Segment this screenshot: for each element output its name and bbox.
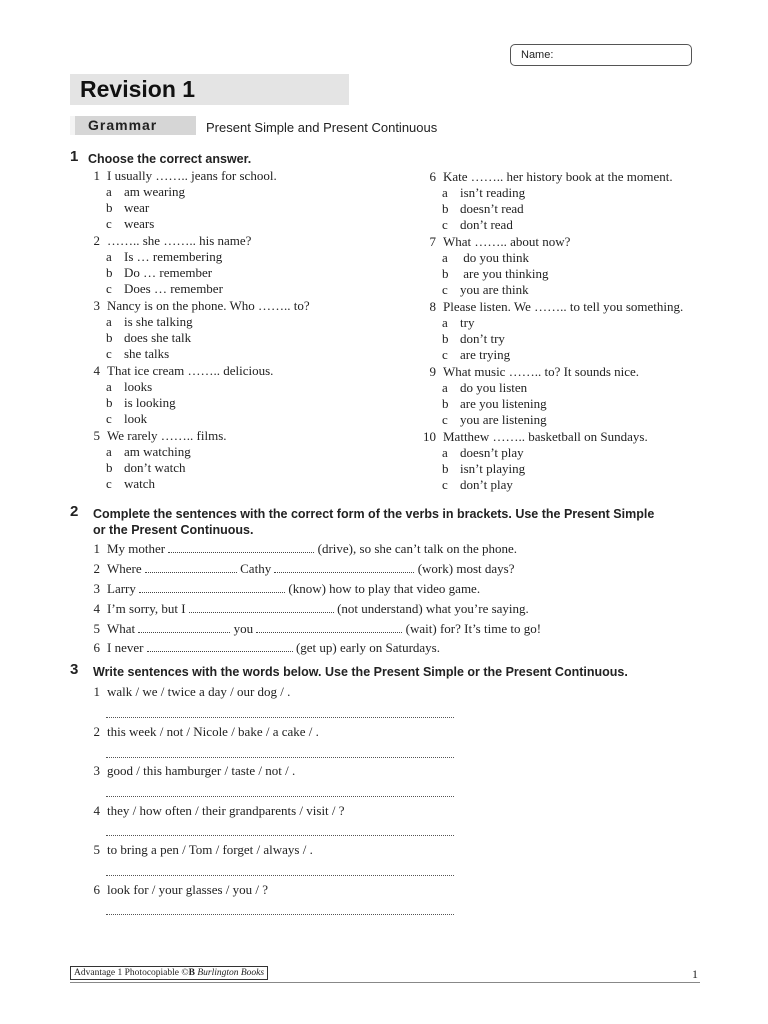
item-text: What (107, 621, 136, 636)
answer-option[interactable] (84, 476, 310, 492)
question (84, 298, 310, 314)
question (420, 299, 683, 315)
blank[interactable] (168, 542, 314, 553)
question-text: …….. she …….. his name? (107, 233, 252, 248)
answer-option[interactable] (420, 461, 683, 477)
question-number: 1 (93, 168, 100, 183)
answer-option[interactable] (84, 460, 310, 476)
ex2-item (84, 581, 480, 597)
item-text: this week / not / Nicole / bake / a cake / . (107, 724, 319, 739)
item-text: walk / we / twice a day / our dog / . (107, 684, 291, 699)
question-number: 9 (429, 364, 436, 379)
option-letter: a (442, 380, 448, 395)
question-text: What …….. about now? (443, 234, 571, 249)
item-text: (not understand) what you’re saying. (337, 601, 529, 616)
exercise-1-right-column (420, 169, 683, 494)
question-number: 10 (423, 429, 436, 444)
answer-option[interactable] (420, 217, 683, 233)
ex3-item (84, 803, 345, 819)
item-number: 6 (93, 640, 100, 655)
option-text: isn’t playing (460, 461, 526, 476)
option-letter: b (442, 461, 449, 476)
ex3-item (84, 842, 313, 858)
question-text: That ice cream …….. delicious. (107, 363, 274, 378)
blank[interactable] (256, 622, 402, 633)
item-text: you (233, 621, 254, 636)
option-letter: c (442, 477, 448, 492)
question (84, 363, 310, 379)
ex2-item (84, 621, 541, 637)
exercise-1-number: 1 (70, 148, 79, 165)
option-letter: b (442, 331, 449, 346)
item-text: to bring a pen / Tom / forget / always / . (107, 842, 313, 857)
exercise-2-instruction-line-2: or the Present Continuous. (93, 523, 254, 537)
option-text: does she talk (124, 330, 192, 345)
option-letter: a (106, 379, 112, 394)
question-text: We rarely …….. films. (107, 428, 227, 443)
option-text: wears (124, 216, 155, 231)
answer-option[interactable] (84, 379, 310, 395)
item-number: 2 (93, 561, 100, 576)
answer-line[interactable] (106, 717, 454, 718)
answer-option[interactable] (84, 346, 310, 362)
option-text: are you listening (460, 396, 547, 411)
option-text: watch (124, 476, 156, 491)
ex2-item (84, 561, 514, 577)
page-number: 1 (692, 967, 698, 981)
option-text: Do … remember (124, 265, 213, 280)
blank[interactable] (274, 562, 414, 573)
option-text: am wearing (124, 184, 186, 199)
answer-option[interactable] (84, 444, 310, 460)
option-letter: a (442, 315, 448, 330)
item-number: 2 (93, 724, 100, 739)
option-letter: a (106, 249, 112, 264)
name-label: Name: (521, 49, 554, 61)
question (420, 169, 683, 185)
exercise-3-number: 3 (70, 661, 79, 678)
option-text: do you think (460, 250, 529, 265)
item-number: 4 (93, 803, 100, 818)
answer-option[interactable] (84, 330, 310, 346)
answer-option[interactable] (420, 331, 683, 347)
option-text: you are think (460, 282, 529, 297)
answer-option[interactable] (84, 184, 310, 200)
question (420, 234, 683, 250)
option-text: don’t play (460, 477, 513, 492)
page-title: Revision 1 (80, 76, 196, 102)
item-text: they / how often / their grandparents / visit / ? (107, 803, 345, 818)
option-text: are trying (460, 347, 511, 362)
option-text: is looking (124, 395, 176, 410)
option-text: doesn’t play (460, 445, 524, 460)
option-letter: c (442, 347, 448, 362)
answer-option[interactable] (84, 395, 310, 411)
answer-option[interactable] (420, 445, 683, 461)
option-text: don’t try (460, 331, 505, 346)
option-text: wear (124, 200, 150, 215)
item-number: 4 (93, 601, 100, 616)
question-number: 5 (93, 428, 100, 443)
question-number: 6 (429, 169, 436, 184)
question-text: Matthew …….. basketball on Sundays. (443, 429, 648, 444)
option-text: don’t watch (124, 460, 186, 475)
answer-line[interactable] (106, 757, 454, 758)
option-letter: b (106, 200, 113, 215)
item-number: 6 (93, 882, 100, 897)
question-text: I usually …….. jeans for school. (107, 168, 277, 183)
question-text: Kate …….. her history book at the moment. (443, 169, 673, 184)
exercise-1-instruction: Choose the correct answer. (88, 152, 252, 166)
item-text: (know) how to play that video game. (288, 581, 481, 596)
option-text: look (124, 411, 148, 426)
answer-option[interactable] (420, 347, 683, 363)
question-number: 3 (93, 298, 100, 313)
question-text: Please listen. We …….. to tell you something. (443, 299, 684, 314)
section-label: Grammar (88, 117, 158, 133)
question-number: 2 (93, 233, 100, 248)
publisher-logo: B (188, 968, 195, 978)
option-letter: c (442, 412, 448, 427)
option-letter: a (442, 445, 448, 460)
option-letter: c (106, 216, 112, 231)
blank[interactable] (139, 582, 285, 593)
option-letter: b (442, 266, 449, 281)
answer-option[interactable] (420, 315, 683, 331)
answer-option[interactable] (84, 216, 310, 232)
item-number: 5 (93, 842, 100, 857)
footer-text: Advantage 1 Photocopiable © (74, 968, 189, 978)
exercise-1-left-column (84, 168, 310, 493)
answer-line[interactable] (106, 914, 454, 915)
answer-option[interactable] (420, 477, 683, 493)
exercise-2-number: 2 (70, 503, 79, 520)
answer-option[interactable] (84, 314, 310, 330)
title-bar (70, 74, 349, 105)
item-number: 3 (93, 581, 100, 596)
option-letter: c (106, 346, 112, 361)
question (420, 364, 683, 380)
ex2-item (84, 640, 440, 656)
option-text: don’t read (460, 217, 513, 232)
option-letter: b (106, 330, 113, 345)
option-letter: c (106, 281, 112, 296)
answer-option[interactable] (420, 250, 683, 266)
item-text: I’m sorry, but I (107, 601, 186, 616)
ex3-item (84, 684, 290, 700)
option-text: she talks (124, 346, 170, 361)
option-text: is she talking (124, 314, 193, 329)
answer-option[interactable] (420, 185, 683, 201)
item-text: Cathy (240, 561, 272, 576)
option-letter: c (442, 217, 448, 232)
answer-option[interactable] (84, 200, 310, 216)
option-text: are you thinking (460, 266, 549, 281)
answer-option[interactable] (420, 266, 683, 282)
ex3-item (84, 724, 319, 740)
exercise-3-instruction: Write sentences with the words below. Use the Present Simple or the Present Continuous. (93, 665, 628, 679)
item-text: (work) most days? (417, 561, 515, 576)
ex2-item (84, 541, 517, 557)
option-letter: c (106, 476, 112, 491)
answer-option[interactable] (84, 249, 310, 265)
answer-option[interactable] (420, 412, 683, 428)
blank[interactable] (138, 622, 230, 633)
item-text: look for / your glasses / you / ? (107, 882, 269, 897)
item-text: (drive), so she can’t talk on the phone. (317, 541, 518, 556)
option-letter: c (106, 411, 112, 426)
item-number: 5 (93, 621, 100, 636)
question (420, 429, 683, 445)
blank[interactable] (147, 641, 293, 652)
section-subtitle: Present Simple and Present Continuous (206, 120, 438, 135)
option-text: you are listening (460, 412, 547, 427)
ex3-item (84, 882, 268, 898)
question (84, 233, 310, 249)
answer-option[interactable] (84, 411, 310, 427)
answer-option[interactable] (420, 282, 683, 298)
answer-option[interactable] (420, 396, 683, 412)
option-text: Is … remembering (124, 249, 223, 264)
item-text: (wait) for? It’s time to go! (405, 621, 542, 636)
blank[interactable] (145, 562, 237, 573)
option-text: Does … remember (124, 281, 223, 296)
question-text: Nancy is on the phone. Who …….. to? (107, 298, 310, 313)
option-text: looks (124, 379, 153, 394)
option-text: try (460, 315, 475, 330)
answer-option[interactable] (420, 380, 683, 396)
item-number: 1 (93, 541, 100, 556)
answer-option[interactable] (420, 201, 683, 217)
item-text: good / this hamburger / taste / not / . (107, 763, 296, 778)
option-letter: b (106, 265, 113, 280)
answer-line[interactable] (106, 835, 454, 836)
item-text: Where (107, 561, 142, 576)
option-letter: c (442, 282, 448, 297)
footer-rule (70, 982, 700, 983)
option-letter: b (442, 201, 449, 216)
blank[interactable] (189, 602, 334, 613)
answer-line[interactable] (106, 796, 454, 797)
question-number: 8 (429, 299, 436, 314)
exercise-2-instruction-line-1: Complete the sentences with the correct form of the verbs in brackets. Use the Present Simple (93, 507, 655, 521)
footer-credit (70, 966, 268, 980)
option-letter: b (442, 396, 449, 411)
section-bar (70, 116, 196, 135)
question-text: What music …….. to? It sounds nice. (443, 364, 640, 379)
item-text: Larry (107, 581, 136, 596)
exercise-2-instruction (93, 506, 654, 538)
ex2-item (84, 601, 529, 617)
answer-line[interactable] (106, 875, 454, 876)
question (84, 428, 310, 444)
question (84, 168, 310, 184)
option-letter: a (106, 184, 112, 199)
ex3-item (84, 763, 295, 779)
answer-option[interactable] (84, 265, 310, 281)
item-number: 1 (93, 684, 100, 699)
option-text: isn’t reading (460, 185, 526, 200)
option-letter: a (106, 444, 112, 459)
item-text: I never (107, 640, 144, 655)
answer-option[interactable] (84, 281, 310, 297)
item-text: My mother (107, 541, 166, 556)
question-number: 7 (429, 234, 436, 249)
option-letter: a (106, 314, 112, 329)
item-text: (get up) early on Saturdays. (295, 640, 440, 655)
option-letter: b (106, 460, 113, 475)
option-letter: a (442, 250, 448, 265)
publisher-name: Burlington Books (197, 968, 265, 978)
option-text: am watching (124, 444, 191, 459)
item-number: 3 (93, 763, 100, 778)
question-number: 4 (93, 363, 100, 378)
option-text: do you listen (460, 380, 528, 395)
option-letter: a (442, 185, 448, 200)
option-text: doesn’t read (460, 201, 524, 216)
option-letter: b (106, 395, 113, 410)
name-field[interactable] (510, 44, 692, 66)
